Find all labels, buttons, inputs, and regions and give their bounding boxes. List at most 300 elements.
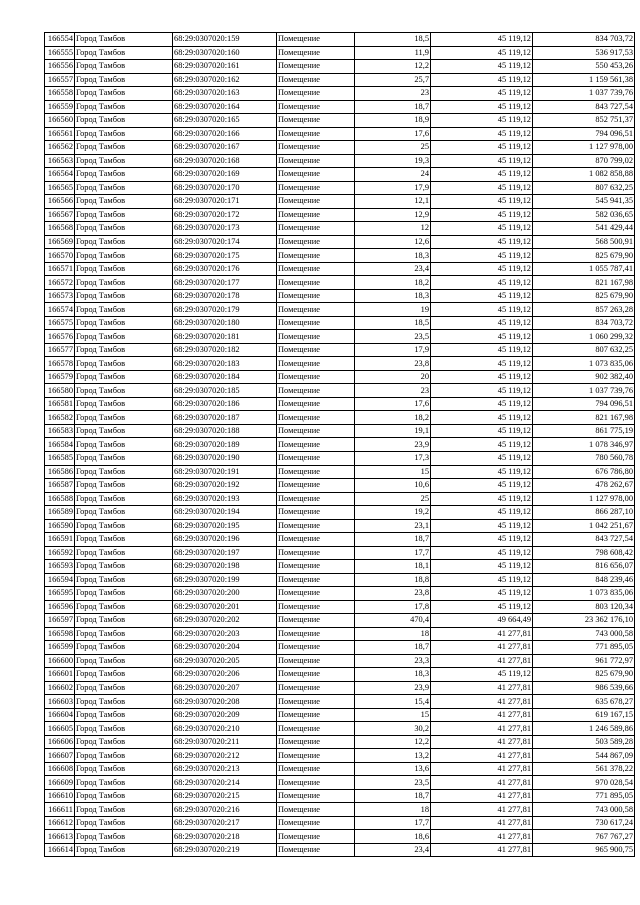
object-type-cell: Помещение xyxy=(277,533,355,547)
table-row xyxy=(45,654,635,668)
object-type-cell: Помещение xyxy=(277,114,355,128)
table-row xyxy=(45,803,635,817)
object-type-cell: Помещение xyxy=(277,803,355,817)
area-cell: 10,6 xyxy=(355,479,431,493)
cadastral-value-cell: 1 037 739,76 xyxy=(533,384,635,398)
city-cell: Город Тамбов xyxy=(75,73,173,87)
city-cell: Город Тамбов xyxy=(75,668,173,682)
specific-value-cell: 45 119,12 xyxy=(431,60,533,74)
city-cell: Город Тамбов xyxy=(75,262,173,276)
table-row xyxy=(45,289,635,303)
table-row xyxy=(45,830,635,844)
cadastral-number-cell: 68:29:0307020:174 xyxy=(173,235,277,249)
area-cell: 18,2 xyxy=(355,411,431,425)
table-row xyxy=(45,100,635,114)
specific-value-cell: 45 119,12 xyxy=(431,141,533,155)
city-cell: Город Тамбов xyxy=(75,289,173,303)
area-cell: 15 xyxy=(355,708,431,722)
row-number-cell: 166603 xyxy=(45,695,75,709)
object-type-cell: Помещение xyxy=(277,830,355,844)
area-cell: 25 xyxy=(355,141,431,155)
object-type-cell: Помещение xyxy=(277,600,355,614)
area-cell: 23,1 xyxy=(355,519,431,533)
cadastral-number-cell: 68:29:0307020:194 xyxy=(173,506,277,520)
area-cell: 17,7 xyxy=(355,546,431,560)
cadastral-value-cell: 821 167,98 xyxy=(533,276,635,290)
row-number-cell: 166604 xyxy=(45,708,75,722)
object-type-cell: Помещение xyxy=(277,330,355,344)
cadastral-number-cell: 68:29:0307020:162 xyxy=(173,73,277,87)
city-cell: Город Тамбов xyxy=(75,816,173,830)
city-cell: Город Тамбов xyxy=(75,573,173,587)
area-cell: 20 xyxy=(355,370,431,384)
area-cell: 24 xyxy=(355,168,431,182)
city-cell: Город Тамбов xyxy=(75,492,173,506)
cadastral-number-cell: 68:29:0307020:191 xyxy=(173,465,277,479)
city-cell: Город Тамбов xyxy=(75,438,173,452)
row-number-cell: 166582 xyxy=(45,411,75,425)
area-cell: 17,9 xyxy=(355,181,431,195)
area-cell: 18,3 xyxy=(355,249,431,263)
cadastral-value-cell: 635 678,27 xyxy=(533,695,635,709)
cadastral-value-cell: 866 287,10 xyxy=(533,506,635,520)
object-type-cell: Помещение xyxy=(277,695,355,709)
city-cell: Город Тамбов xyxy=(75,276,173,290)
specific-value-cell: 45 119,12 xyxy=(431,262,533,276)
row-number-cell: 166612 xyxy=(45,816,75,830)
specific-value-cell: 45 119,12 xyxy=(431,560,533,574)
table-row xyxy=(45,533,635,547)
specific-value-cell: 45 119,12 xyxy=(431,330,533,344)
specific-value-cell: 45 119,12 xyxy=(431,127,533,141)
cadastral-number-cell: 68:29:0307020:169 xyxy=(173,168,277,182)
row-number-cell: 166605 xyxy=(45,722,75,736)
specific-value-cell: 45 119,12 xyxy=(431,546,533,560)
row-number-cell: 166599 xyxy=(45,641,75,655)
object-type-cell: Помещение xyxy=(277,492,355,506)
area-cell: 18 xyxy=(355,627,431,641)
row-number-cell: 166563 xyxy=(45,154,75,168)
area-cell: 23,5 xyxy=(355,776,431,790)
specific-value-cell: 41 277,81 xyxy=(431,789,533,803)
row-number-cell: 166614 xyxy=(45,843,75,857)
cadastral-value-cell: 798 608,42 xyxy=(533,546,635,560)
cadastral-number-cell: 68:29:0307020:218 xyxy=(173,830,277,844)
row-number-cell: 166558 xyxy=(45,87,75,101)
object-type-cell: Помещение xyxy=(277,546,355,560)
object-type-cell: Помещение xyxy=(277,411,355,425)
city-cell: Город Тамбов xyxy=(75,87,173,101)
row-number-cell: 166589 xyxy=(45,506,75,520)
cadastral-value-cell: 767 767,27 xyxy=(533,830,635,844)
city-cell: Город Тамбов xyxy=(75,789,173,803)
city-cell: Город Тамбов xyxy=(75,749,173,763)
table-row xyxy=(45,114,635,128)
cadastral-number-cell: 68:29:0307020:176 xyxy=(173,262,277,276)
city-cell: Город Тамбов xyxy=(75,519,173,533)
cadastral-value-cell: 807 632,25 xyxy=(533,181,635,195)
cadastral-number-cell: 68:29:0307020:183 xyxy=(173,357,277,371)
cadastral-number-cell: 68:29:0307020:177 xyxy=(173,276,277,290)
cadastral-value-cell: 825 679,90 xyxy=(533,668,635,682)
row-number-cell: 166581 xyxy=(45,397,75,411)
cadastral-value-cell: 771 895,05 xyxy=(533,789,635,803)
area-cell: 23 xyxy=(355,87,431,101)
city-cell: Город Тамбов xyxy=(75,654,173,668)
row-number-cell: 166576 xyxy=(45,330,75,344)
row-number-cell: 166579 xyxy=(45,370,75,384)
area-cell: 17,6 xyxy=(355,127,431,141)
specific-value-cell: 45 119,12 xyxy=(431,424,533,438)
specific-value-cell: 45 119,12 xyxy=(431,370,533,384)
object-type-cell: Помещение xyxy=(277,249,355,263)
specific-value-cell: 45 119,12 xyxy=(431,87,533,101)
cadastral-number-cell: 68:29:0307020:204 xyxy=(173,641,277,655)
row-number-cell: 166555 xyxy=(45,46,75,60)
row-number-cell: 166602 xyxy=(45,681,75,695)
specific-value-cell: 41 277,81 xyxy=(431,641,533,655)
cadastral-value-cell: 1 060 299,32 xyxy=(533,330,635,344)
object-type-cell: Помещение xyxy=(277,573,355,587)
city-cell: Город Тамбов xyxy=(75,195,173,209)
object-type-cell: Помещение xyxy=(277,357,355,371)
table-row xyxy=(45,451,635,465)
object-type-cell: Помещение xyxy=(277,168,355,182)
cadastral-value-cell: 794 096,51 xyxy=(533,397,635,411)
cadastral-value-cell: 1 246 589,86 xyxy=(533,722,635,736)
area-cell: 13,6 xyxy=(355,762,431,776)
cadastral-value-cell: 550 453,26 xyxy=(533,60,635,74)
specific-value-cell: 45 119,12 xyxy=(431,168,533,182)
object-type-cell: Помещение xyxy=(277,843,355,857)
row-number-cell: 166587 xyxy=(45,479,75,493)
city-cell: Город Тамбов xyxy=(75,600,173,614)
cadastral-value-cell: 743 000,58 xyxy=(533,803,635,817)
cadastral-number-cell: 68:29:0307020:179 xyxy=(173,303,277,317)
specific-value-cell: 45 119,12 xyxy=(431,479,533,493)
cadastral-value-cell: 541 429,44 xyxy=(533,222,635,236)
area-cell: 18,7 xyxy=(355,533,431,547)
specific-value-cell: 45 119,12 xyxy=(431,46,533,60)
table-row xyxy=(45,722,635,736)
cadastral-number-cell: 68:29:0307020:212 xyxy=(173,749,277,763)
row-number-cell: 166610 xyxy=(45,789,75,803)
area-cell: 18,5 xyxy=(355,316,431,330)
area-cell: 30,2 xyxy=(355,722,431,736)
object-type-cell: Помещение xyxy=(277,735,355,749)
object-type-cell: Помещение xyxy=(277,438,355,452)
object-type-cell: Помещение xyxy=(277,722,355,736)
area-cell: 18,8 xyxy=(355,573,431,587)
specific-value-cell: 45 119,12 xyxy=(431,451,533,465)
cadastral-value-cell: 619 167,15 xyxy=(533,708,635,722)
specific-value-cell: 45 119,12 xyxy=(431,33,533,47)
specific-value-cell: 45 119,12 xyxy=(431,316,533,330)
row-number-cell: 166564 xyxy=(45,168,75,182)
area-cell: 12,9 xyxy=(355,208,431,222)
cadastral-number-cell: 68:29:0307020:208 xyxy=(173,695,277,709)
city-cell: Город Тамбов xyxy=(75,708,173,722)
cadastral-number-cell: 68:29:0307020:217 xyxy=(173,816,277,830)
city-cell: Город Тамбов xyxy=(75,533,173,547)
cadastral-value-table xyxy=(44,32,635,857)
object-type-cell: Помещение xyxy=(277,343,355,357)
specific-value-cell: 45 119,12 xyxy=(431,222,533,236)
object-type-cell: Помещение xyxy=(277,451,355,465)
row-number-cell: 166611 xyxy=(45,803,75,817)
cadastral-number-cell: 68:29:0307020:195 xyxy=(173,519,277,533)
specific-value-cell: 41 277,81 xyxy=(431,695,533,709)
cadastral-value-cell: 1 127 978,00 xyxy=(533,492,635,506)
cadastral-value-cell: 825 679,90 xyxy=(533,289,635,303)
cadastral-value-cell: 1 073 835,06 xyxy=(533,587,635,601)
specific-value-cell: 45 119,12 xyxy=(431,492,533,506)
row-number-cell: 166592 xyxy=(45,546,75,560)
area-cell: 23,4 xyxy=(355,262,431,276)
area-cell: 13,2 xyxy=(355,749,431,763)
city-cell: Город Тамбов xyxy=(75,249,173,263)
cadastral-number-cell: 68:29:0307020:207 xyxy=(173,681,277,695)
table-row xyxy=(45,384,635,398)
specific-value-cell: 45 119,12 xyxy=(431,438,533,452)
city-cell: Город Тамбов xyxy=(75,330,173,344)
city-cell: Город Тамбов xyxy=(75,614,173,628)
city-cell: Город Тамбов xyxy=(75,100,173,114)
specific-value-cell: 41 277,81 xyxy=(431,681,533,695)
cadastral-number-cell: 68:29:0307020:178 xyxy=(173,289,277,303)
specific-value-cell: 45 119,12 xyxy=(431,411,533,425)
cadastral-value-cell: 825 679,90 xyxy=(533,249,635,263)
city-cell: Город Тамбов xyxy=(75,141,173,155)
row-number-cell: 166596 xyxy=(45,600,75,614)
table-row xyxy=(45,614,635,628)
cadastral-value-cell: 1 073 835,06 xyxy=(533,357,635,371)
row-number-cell: 166573 xyxy=(45,289,75,303)
object-type-cell: Помещение xyxy=(277,749,355,763)
specific-value-cell: 41 277,81 xyxy=(431,735,533,749)
cadastral-value-cell: 568 500,91 xyxy=(533,235,635,249)
city-cell: Город Тамбов xyxy=(75,114,173,128)
table-row xyxy=(45,465,635,479)
object-type-cell: Помещение xyxy=(277,816,355,830)
row-number-cell: 166569 xyxy=(45,235,75,249)
city-cell: Город Тамбов xyxy=(75,627,173,641)
specific-value-cell: 45 119,12 xyxy=(431,506,533,520)
object-type-cell: Помещение xyxy=(277,465,355,479)
cadastral-number-cell: 68:29:0307020:171 xyxy=(173,195,277,209)
table-row xyxy=(45,222,635,236)
cadastral-value-cell: 794 096,51 xyxy=(533,127,635,141)
object-type-cell: Помещение xyxy=(277,641,355,655)
object-type-cell: Помещение xyxy=(277,789,355,803)
row-number-cell: 166584 xyxy=(45,438,75,452)
specific-value-cell: 45 119,12 xyxy=(431,114,533,128)
object-type-cell: Помещение xyxy=(277,262,355,276)
table-row xyxy=(45,249,635,263)
city-cell: Город Тамбов xyxy=(75,397,173,411)
cadastral-number-cell: 68:29:0307020:209 xyxy=(173,708,277,722)
specific-value-cell: 45 119,12 xyxy=(431,587,533,601)
cadastral-value-cell: 1 055 787,41 xyxy=(533,262,635,276)
city-cell: Город Тамбов xyxy=(75,560,173,574)
area-cell: 12,2 xyxy=(355,735,431,749)
table-row xyxy=(45,397,635,411)
area-cell: 23 xyxy=(355,384,431,398)
specific-value-cell: 41 277,81 xyxy=(431,708,533,722)
city-cell: Город Тамбов xyxy=(75,222,173,236)
object-type-cell: Помещение xyxy=(277,33,355,47)
area-cell: 19,1 xyxy=(355,424,431,438)
specific-value-cell: 45 119,12 xyxy=(431,397,533,411)
cadastral-number-cell: 68:29:0307020:161 xyxy=(173,60,277,74)
table-row xyxy=(45,708,635,722)
object-type-cell: Помещение xyxy=(277,762,355,776)
city-cell: Город Тамбов xyxy=(75,762,173,776)
cadastral-number-cell: 68:29:0307020:215 xyxy=(173,789,277,803)
table-row xyxy=(45,33,635,47)
table-row xyxy=(45,776,635,790)
area-cell: 12 xyxy=(355,222,431,236)
row-number-cell: 166598 xyxy=(45,627,75,641)
city-cell: Город Тамбов xyxy=(75,722,173,736)
cadastral-number-cell: 68:29:0307020:159 xyxy=(173,33,277,47)
table-row xyxy=(45,789,635,803)
cadastral-number-cell: 68:29:0307020:219 xyxy=(173,843,277,857)
table-row xyxy=(45,262,635,276)
table-body xyxy=(45,33,635,857)
area-cell: 12,1 xyxy=(355,195,431,209)
area-cell: 470,4 xyxy=(355,614,431,628)
row-number-cell: 166580 xyxy=(45,384,75,398)
specific-value-cell: 45 119,12 xyxy=(431,276,533,290)
city-cell: Город Тамбов xyxy=(75,830,173,844)
area-cell: 25,7 xyxy=(355,73,431,87)
row-number-cell: 166593 xyxy=(45,560,75,574)
row-number-cell: 166588 xyxy=(45,492,75,506)
table-row xyxy=(45,762,635,776)
cadastral-value-cell: 821 167,98 xyxy=(533,411,635,425)
table-row xyxy=(45,127,635,141)
cadastral-value-cell: 834 703,72 xyxy=(533,33,635,47)
city-cell: Город Тамбов xyxy=(75,357,173,371)
table-row xyxy=(45,749,635,763)
cadastral-number-cell: 68:29:0307020:186 xyxy=(173,397,277,411)
cadastral-number-cell: 68:29:0307020:216 xyxy=(173,803,277,817)
object-type-cell: Помещение xyxy=(277,276,355,290)
area-cell: 19 xyxy=(355,303,431,317)
specific-value-cell: 45 119,12 xyxy=(431,100,533,114)
cadastral-value-cell: 816 656,07 xyxy=(533,560,635,574)
specific-value-cell: 45 119,12 xyxy=(431,465,533,479)
table-row xyxy=(45,681,635,695)
row-number-cell: 166571 xyxy=(45,262,75,276)
city-cell: Город Тамбов xyxy=(75,235,173,249)
city-cell: Город Тамбов xyxy=(75,587,173,601)
object-type-cell: Помещение xyxy=(277,587,355,601)
specific-value-cell: 45 119,12 xyxy=(431,181,533,195)
city-cell: Город Тамбов xyxy=(75,46,173,60)
cadastral-number-cell: 68:29:0307020:165 xyxy=(173,114,277,128)
city-cell: Город Тамбов xyxy=(75,424,173,438)
area-cell: 23,3 xyxy=(355,654,431,668)
row-number-cell: 166591 xyxy=(45,533,75,547)
object-type-cell: Помещение xyxy=(277,141,355,155)
object-type-cell: Помещение xyxy=(277,100,355,114)
area-cell: 15 xyxy=(355,465,431,479)
table-row xyxy=(45,587,635,601)
city-cell: Город Тамбов xyxy=(75,735,173,749)
city-cell: Город Тамбов xyxy=(75,303,173,317)
cadastral-value-cell: 861 775,19 xyxy=(533,424,635,438)
city-cell: Город Тамбов xyxy=(75,154,173,168)
cadastral-value-cell: 965 900,75 xyxy=(533,843,635,857)
specific-value-cell: 45 119,12 xyxy=(431,519,533,533)
specific-value-cell: 45 119,12 xyxy=(431,195,533,209)
area-cell: 17,9 xyxy=(355,343,431,357)
table-row xyxy=(45,154,635,168)
row-number-cell: 166572 xyxy=(45,276,75,290)
cadastral-value-cell: 582 036,65 xyxy=(533,208,635,222)
table-row xyxy=(45,573,635,587)
city-cell: Город Тамбов xyxy=(75,411,173,425)
cadastral-value-cell: 803 120,34 xyxy=(533,600,635,614)
area-cell: 17,7 xyxy=(355,816,431,830)
city-cell: Город Тамбов xyxy=(75,208,173,222)
cadastral-number-cell: 68:29:0307020:201 xyxy=(173,600,277,614)
cadastral-number-cell: 68:29:0307020:197 xyxy=(173,546,277,560)
area-cell: 18,6 xyxy=(355,830,431,844)
table-row xyxy=(45,641,635,655)
table-row xyxy=(45,141,635,155)
object-type-cell: Помещение xyxy=(277,222,355,236)
table-row xyxy=(45,168,635,182)
area-cell: 12,6 xyxy=(355,235,431,249)
specific-value-cell: 45 119,12 xyxy=(431,303,533,317)
cadastral-value-cell: 503 589,28 xyxy=(533,735,635,749)
object-type-cell: Помещение xyxy=(277,127,355,141)
cadastral-number-cell: 68:29:0307020:193 xyxy=(173,492,277,506)
row-number-cell: 166608 xyxy=(45,762,75,776)
area-cell: 18 xyxy=(355,803,431,817)
area-cell: 18,3 xyxy=(355,668,431,682)
area-cell: 25 xyxy=(355,492,431,506)
cadastral-number-cell: 68:29:0307020:164 xyxy=(173,100,277,114)
city-cell: Город Тамбов xyxy=(75,33,173,47)
specific-value-cell: 45 119,12 xyxy=(431,573,533,587)
row-number-cell: 166577 xyxy=(45,343,75,357)
table-row xyxy=(45,343,635,357)
cadastral-number-cell: 68:29:0307020:214 xyxy=(173,776,277,790)
row-number-cell: 166594 xyxy=(45,573,75,587)
table-row xyxy=(45,208,635,222)
cadastral-number-cell: 68:29:0307020:167 xyxy=(173,141,277,155)
specific-value-cell: 45 119,12 xyxy=(431,357,533,371)
specific-value-cell: 45 119,12 xyxy=(431,600,533,614)
cadastral-value-cell: 561 378,22 xyxy=(533,762,635,776)
row-number-cell: 166560 xyxy=(45,114,75,128)
area-cell: 23,8 xyxy=(355,587,431,601)
cadastral-number-cell: 68:29:0307020:170 xyxy=(173,181,277,195)
table-row xyxy=(45,357,635,371)
specific-value-cell: 45 119,12 xyxy=(431,533,533,547)
object-type-cell: Помещение xyxy=(277,708,355,722)
table-row xyxy=(45,411,635,425)
specific-value-cell: 45 119,12 xyxy=(431,249,533,263)
row-number-cell: 166567 xyxy=(45,208,75,222)
cadastral-number-cell: 68:29:0307020:190 xyxy=(173,451,277,465)
cadastral-value-cell: 1 159 561,38 xyxy=(533,73,635,87)
cadastral-number-cell: 68:29:0307020:175 xyxy=(173,249,277,263)
